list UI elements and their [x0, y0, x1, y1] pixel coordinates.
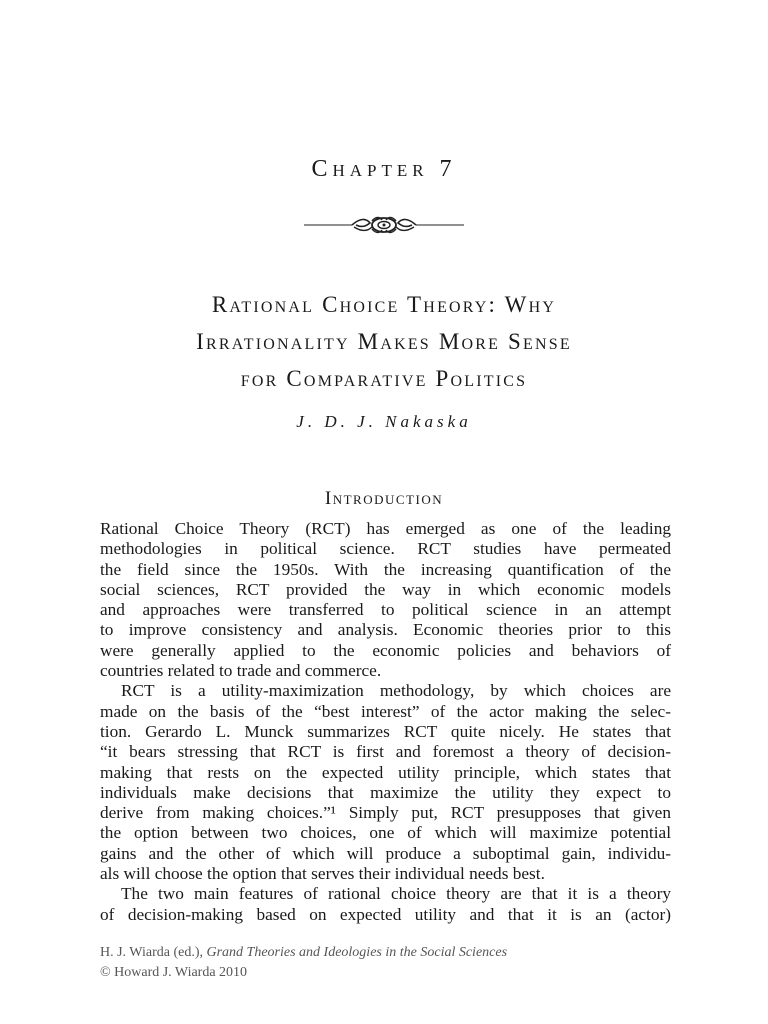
chapter-title [60, 286, 708, 397]
text-line: tion. Gerardo L. Munck summarizes RCT quite nicely. He states that [100, 721, 671, 741]
text-line: the option between two choices, one of which will maximize potential [100, 823, 671, 843]
paragraph [100, 681, 671, 884]
text-line: to improve consistency and analysis. Economic theories prior to this [100, 620, 671, 640]
chapter-title-line: Rational Choice Theory: Why [211, 292, 557, 317]
text-line: “it bears stressing that RCT is first and foremost a theory of decision- [100, 742, 671, 762]
body-text [100, 519, 671, 925]
text-line: RCT is a utility-maximization methodology, by which choices are [121, 681, 671, 701]
text-line: als will choose the option that serves their individual needs best. [100, 864, 545, 884]
text-line: countries related to trade and commerce. [100, 661, 382, 681]
text-line: gains and the other of which will produce a suboptimal gain, individu- [100, 843, 671, 863]
citation-line [100, 943, 507, 963]
text-line: made on the basis of the “best interest” of the actor making the selec- [100, 701, 671, 721]
paragraph [100, 884, 671, 925]
paragraph [100, 519, 671, 681]
citation-editor: H. J. Wiarda (ed.), [100, 945, 207, 960]
chapter-title-line: for Comparative Politics [240, 366, 528, 391]
chapter-title-line: Irrationality Makes More Sense [196, 329, 572, 354]
text-line: derive from making choices.”¹ Simply put, RCT presupposes that given [100, 803, 671, 823]
section-heading: Introduction [324, 488, 444, 509]
text-line: individuals make decisions that maximize the utility they expect to [100, 782, 671, 802]
page-footer [100, 943, 507, 983]
copyright-line: © Howard J. Wiarda 2010 [100, 965, 248, 980]
citation-book-title: Grand Theories and Ideologies in the Social Sciences [206, 945, 508, 960]
text-line: of decision-making based on expected utility and that it is an (actor) [100, 904, 671, 924]
decorative-flourish-icon [304, 212, 464, 236]
text-line: and approaches were transferred to political science in an attempt [100, 600, 671, 620]
text-line: social sciences, RCT provided the way in which economic models [100, 579, 671, 599]
text-line: were generally applied to the economic policies and behaviors of [100, 640, 671, 660]
text-line: The two main features of rational choice theory are that it is a theory [121, 884, 671, 904]
text-line: the field since the 1950s. With the increasing quantification of the [100, 559, 671, 579]
text-line: methodologies in political science. RCT studies have permeated [100, 539, 671, 559]
text-line: Rational Choice Theory (RCT) has emerged as one of the leading [100, 519, 671, 538]
chapter-label: Chapter 7 [311, 156, 457, 182]
text-line: making that rests on the expected utility principle, which states that [100, 762, 671, 782]
author-name: J. D. J. Nakaska [296, 412, 472, 431]
